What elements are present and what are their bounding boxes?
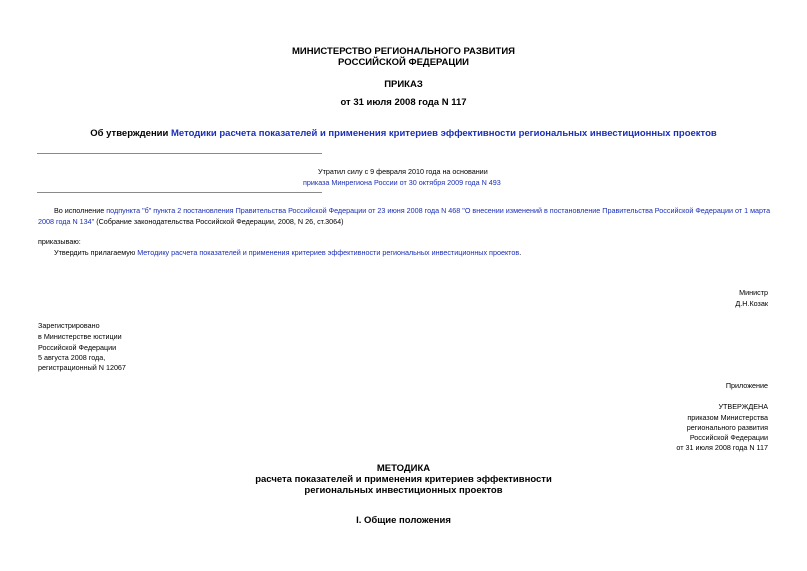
ministry-name-line1: МИНИСТЕРСТВО РЕГИОНАЛЬНОГО РАЗВИТИЯ [292, 46, 515, 57]
title-methodology-link[interactable]: Методики расчета показателей и применения критериев эффективности региональных инвестиционных проектов [171, 128, 717, 139]
section-heading: I. Общие положения [356, 515, 451, 526]
registration-line1: Зарегистрировано [38, 321, 100, 330]
registration-line3: Российской Федерации [38, 343, 117, 352]
signature-name: Д.Н.Козак [735, 299, 768, 308]
preamble-suffix: (Собрание законодательства Российской Федерации, 2008, N 26, ст.3064) [94, 217, 344, 226]
approve-line [54, 247, 521, 259]
approved-line3: Российской Федерации [689, 433, 768, 442]
methodology-title: МЕТОДИКА [376, 463, 431, 474]
document-type: ПРИКАЗ [384, 79, 423, 90]
approved-line1: приказом Министерства [687, 413, 768, 422]
registration-line2: в Министерстве юстиции [38, 332, 122, 341]
preamble-line1 [54, 205, 770, 217]
preamble-line2 [38, 216, 344, 228]
repeal-note: Утратил силу с 9 февраля 2010 года на основании [318, 167, 488, 176]
approved-line4: от 31 июля 2008 года N 117 [676, 443, 768, 452]
methodology-subtitle-line2: региональных инвестиционных проектов [304, 485, 503, 496]
approved-line2: регионального развития [686, 423, 768, 432]
approve-suffix: . [519, 248, 522, 257]
government-resolution-link-cont[interactable]: 2008 года N 134" [38, 217, 95, 226]
government-resolution-link[interactable]: подпункта "б" пункта 2 постановления Правительства Российской Федерации от 23 июня 2008 года N 468 "О внесении изменений в постановление Правительства Российской Федерации от 1 марта [106, 206, 771, 215]
title-prefix: Об утверждении [90, 128, 171, 139]
bottom-divider [37, 192, 322, 193]
document-date: от 31 июля 2008 года N 117 [340, 97, 467, 108]
approve-prefix: Утвердить прилагаемую [54, 248, 138, 257]
methodology-subtitle-line1: расчета показателей и применения критериев эффективности [255, 474, 552, 485]
order-word: приказываю: [38, 237, 81, 246]
methodology-link[interactable]: Методику расчета показателей и применения критериев эффективности региональных инвестиционных проектов [137, 248, 520, 257]
top-divider [37, 153, 322, 154]
repeal-order-link[interactable]: приказа Минрегиона России от 30 октября 2009 года N 493 [303, 178, 501, 187]
document-title [0, 128, 807, 139]
signature-position: Министр [739, 288, 768, 297]
preamble-prefix: Во исполнение [54, 206, 107, 215]
appendix-label: Приложение [725, 381, 768, 390]
registration-line5: регистрационный N 12067 [38, 363, 126, 372]
ministry-name-line2: РОССИЙСКОЙ ФЕДЕРАЦИИ [337, 57, 469, 68]
registration-line4: 5 августа 2008 года, [38, 353, 106, 362]
approved-label: УТВЕРЖДЕНА [718, 402, 768, 411]
